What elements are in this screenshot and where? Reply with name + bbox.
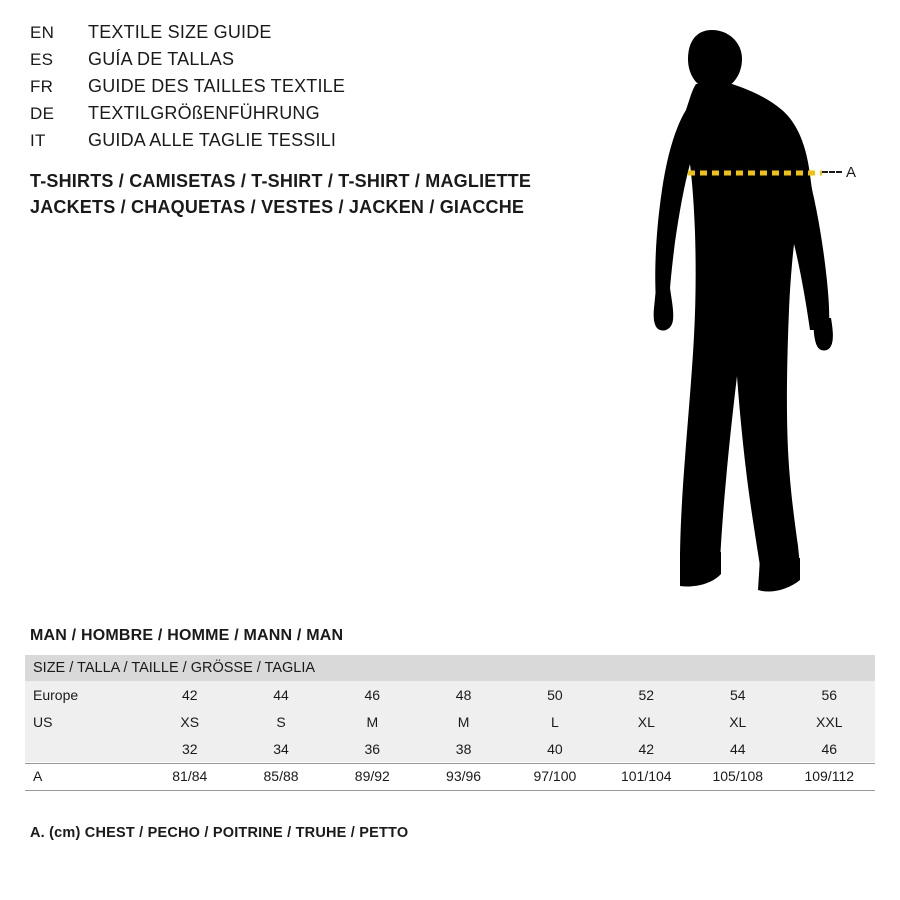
size-table [25,655,875,789]
table-bottom-divider [25,790,875,791]
language-title: TEXTILE SIZE GUIDE [88,22,272,42]
row-label: Europe [25,681,144,708]
cell: 85/88 [235,762,326,789]
cell: 52 [601,681,692,708]
cell: 54 [692,681,783,708]
cell: 50 [509,681,600,708]
cell: XL [601,708,692,735]
cell: 48 [418,681,509,708]
row-label: US [25,708,144,735]
language-code: DE [30,104,55,123]
category-jackets: JACKETS / CHAQUETAS / VESTES / JACKEN / GIACCHE [30,197,525,217]
cell: 97/100 [509,762,600,789]
language-row [30,49,550,76]
cell: 46 [784,735,876,762]
table-header-row [25,655,875,681]
language-code: FR [30,77,54,96]
cell: 38 [418,735,509,762]
language-titles [30,22,550,157]
chest-callout-line [822,171,842,175]
cell: XL [692,708,783,735]
cell: 40 [509,735,600,762]
language-code: IT [30,131,46,150]
table-header-label: SIZE / TALLA / TAILLE / GRÖSSE / TAGLIA [25,655,875,681]
table-row [25,708,875,735]
cell: 42 [601,735,692,762]
cell: 109/112 [784,762,876,789]
language-title: GUÍA DE TALLAS [88,49,235,69]
cell: 105/108 [692,762,783,789]
cell: S [235,708,326,735]
man-silhouette [600,18,890,608]
row-label [25,735,144,762]
cell: 56 [784,681,876,708]
cell: 89/92 [327,762,418,789]
measurement-footnote: A. (cm) CHEST / PECHO / POITRINE / TRUHE / PETTO [30,825,409,841]
category-tshirts: T-SHIRTS / CAMISETAS / T-SHIRT / T-SHIRT / MAGLIETTE [30,171,532,191]
language-row [30,103,550,130]
language-row [30,22,550,49]
table-row [25,762,875,789]
cell: XS [144,708,235,735]
language-title: TEXTILGRÖßENFÜHRUNG [88,103,320,123]
garment-categories [30,168,650,220]
cell: L [509,708,600,735]
cell: 36 [327,735,418,762]
table-divider [25,763,875,764]
language-code: EN [30,23,55,42]
cell: 42 [144,681,235,708]
language-code: ES [30,50,54,69]
cell: 44 [235,681,326,708]
cell: 93/96 [418,762,509,789]
table-row [25,735,875,762]
language-row [30,76,550,103]
table-row [25,681,875,708]
cell: 44 [692,735,783,762]
cell: 34 [235,735,326,762]
language-title: GUIDE DES TAILLES TEXTILE [88,76,346,96]
row-label: A [25,762,144,789]
cell: 32 [144,735,235,762]
cell: M [327,708,418,735]
language-title: GUIDA ALLE TAGLIE TESSILI [88,130,337,150]
cell: 46 [327,681,418,708]
cell: M [418,708,509,735]
table-heading: MAN / HOMBRE / HOMME / MANN / MAN [30,627,344,644]
cell: 101/104 [601,762,692,789]
language-row [30,130,550,157]
cell: 81/84 [144,762,235,789]
chest-callout-label: A [846,164,857,181]
cell: XXL [784,708,876,735]
